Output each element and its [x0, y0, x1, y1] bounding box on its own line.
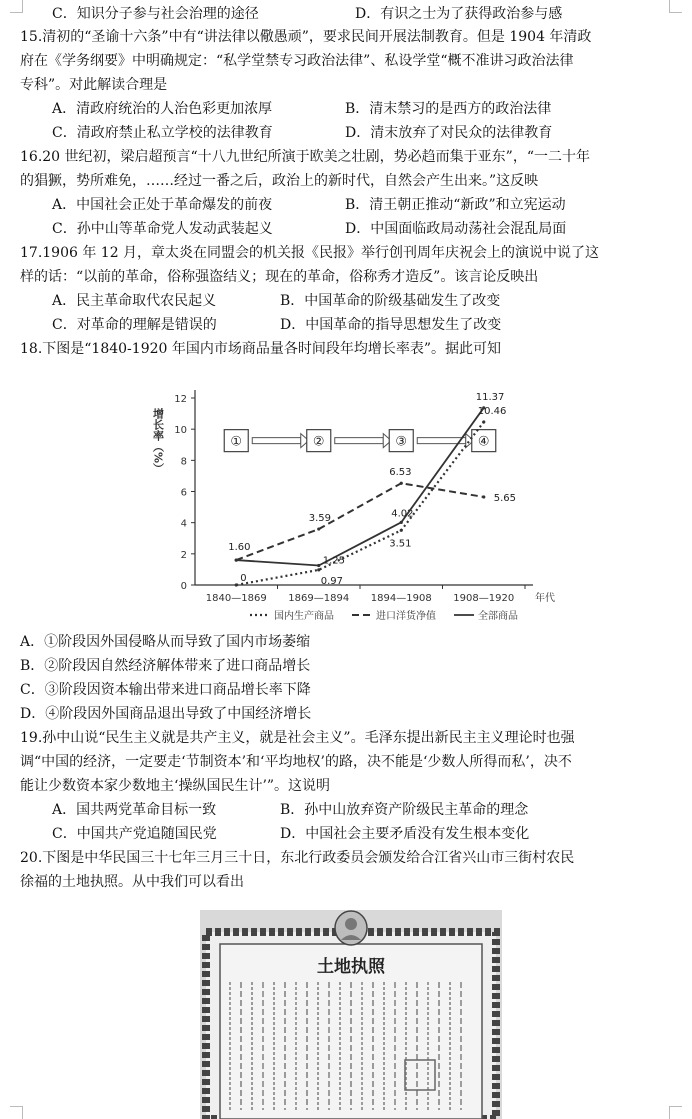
q16-option-a: A．中国社会正处于革命爆发的前夜 — [52, 197, 273, 213]
stage-label: ① — [230, 434, 243, 450]
y-tick-label: 6 — [180, 487, 187, 499]
q17-stem-line2: 样的话：“以前的革命，俗称强盗结义；现在的革命，俗称秀才造反”。该言论反映出 — [20, 269, 539, 285]
legend-label: 进口洋货净值 — [376, 611, 436, 622]
q15-option-c: C．清政府禁止私立学校的法律教育 — [52, 125, 273, 141]
data-point — [317, 568, 320, 571]
portrait-head — [345, 918, 357, 930]
data-label: 10.46 — [477, 405, 507, 417]
data-label: 5.65 — [493, 492, 517, 504]
q17-option-d: D．中国革命的指导思想发生了改变 — [280, 317, 502, 333]
data-label: 3.51 — [389, 538, 412, 550]
data-label: 6.53 — [389, 467, 412, 479]
q14-option-d: D．有识之士为了获得政治参与感 — [355, 6, 563, 22]
data-point — [400, 521, 403, 524]
data-point — [400, 482, 403, 485]
q18-option-b: B．②阶段因自然经济解体带来了进口商品增长 — [20, 658, 311, 674]
q15-stem-line1: 15.清初的“圣谕十六条”中有“讲法律以儆愚顽”，要求民间开展法制教育。但是 1904 年清政 — [20, 29, 592, 45]
y-axis-label: 增长率（%） — [151, 408, 165, 475]
page-corner-mark — [669, 0, 682, 13]
stage-arrow — [252, 438, 301, 444]
series-line — [236, 483, 484, 560]
q15-option-a: A．清政府统治的人治色彩更加浓厚 — [52, 101, 273, 117]
q15-option-d: D．清末放弃了对民众的法律教育 — [345, 125, 553, 141]
x-tick-label: 1869—1894 — [288, 593, 350, 604]
y-tick-label: 4 — [180, 518, 187, 530]
q18-option-a: A．①阶段因外国侵略从而导致了国内市场萎缩 — [20, 634, 311, 650]
x-tick-label: 1908—1920 — [453, 593, 515, 604]
page-corner-mark — [10, 0, 23, 13]
data-point — [235, 558, 238, 561]
y-tick-label: 0 — [180, 581, 187, 592]
data-label: 0 — [240, 573, 247, 584]
data-label: 3.59 — [308, 513, 332, 525]
series-line — [236, 422, 484, 585]
q14-option-c: C．知识分子参与社会治理的途径 — [52, 6, 259, 22]
page-corner-mark — [10, 1106, 23, 1119]
data-label: 4.02 — [391, 508, 414, 520]
q20-stem-line1: 20.下图是中华民国三十七年三月三十日，东北行政委员会颁发给合江省兴山市三街村农民 — [20, 850, 575, 866]
q15-stem-line3: 专科”。对此解读合理是 — [20, 77, 168, 93]
data-label: 11.37 — [475, 391, 505, 403]
growth-rate-chart — [140, 380, 555, 630]
data-point — [400, 529, 403, 532]
y-tick-label: 2 — [180, 549, 187, 561]
x-axis-label: 年代 — [535, 593, 555, 604]
legend-label: 国内生产商品 — [274, 611, 334, 622]
page-corner-mark — [669, 1106, 682, 1119]
land-certificate-image — [200, 910, 502, 1119]
stage-label: ③ — [395, 434, 408, 450]
y-tick-label: 8 — [180, 456, 187, 468]
data-point — [482, 420, 485, 423]
q19-option-b: B．孙中山放弃资产阶级民主革命的理念 — [280, 802, 529, 818]
stage-label: ② — [312, 434, 325, 450]
q16-stem-line2: 的猖獗，势所难免，……经过一番之后，政治上的新时代，自然会产生出来。”这反映 — [20, 173, 539, 189]
series-line — [236, 408, 484, 566]
q16-option-c: C．孙中山等革命党人发动武装起义 — [52, 221, 273, 237]
data-label: 1.60 — [228, 542, 251, 554]
q19-option-a: A．国共两党革命目标一致 — [52, 802, 217, 818]
q20-stem-line2: 徐福的土地执照。从中我们可以看出 — [20, 874, 244, 890]
x-tick-label: 1894—1908 — [370, 593, 432, 604]
y-tick-label: 10 — [174, 425, 187, 437]
q19-option-c: C．中国共产党追随国民党 — [52, 826, 217, 842]
q19-stem-line1: 19.孙中山说“民生主义就是共产主义，就是社会主义”。毛泽东提出新民主主义理论时也强 — [20, 730, 575, 746]
data-label: 0.97 — [320, 575, 344, 587]
q19-option-d: D．中国社会主要矛盾没有发生根本变化 — [280, 826, 530, 842]
q16-option-d: D．中国面临政局动荡社会混乱局面 — [345, 221, 567, 237]
data-point — [317, 564, 320, 567]
q17-stem-line1: 17.1906 年 12 月，章太炎在同盟会的机关报《民报》举行创刊周年庆祝会上的演说中说了这 — [20, 245, 600, 261]
q16-option-b: B．清王朝正推动“新政”和立宪运动 — [345, 197, 566, 213]
y-tick-label: 12 — [174, 394, 187, 405]
data-point — [482, 495, 485, 498]
q19-stem-line2: 调“中国的经济，一定要走‘节制资本’和‘平均地权’的路，决不能是‘少数人所得而私’，决不 — [20, 754, 572, 770]
q17-option-b: B．中国革命的阶级基础发生了改变 — [280, 293, 501, 309]
legend-label: 全部商品 — [478, 611, 518, 622]
x-tick-label: 1840—1869 — [205, 593, 267, 604]
q15-option-b: B．清末禁习的是西方的政治法律 — [345, 101, 552, 117]
q18-option-d: D．④阶段因外国商品退出导致了中国经济增长 — [20, 706, 312, 722]
q16-stem-line1: 16.20 世纪初，梁启超预言“十八九世纪所演于欧美之壮剧，势必趋而集于亚东”，“一二十年 — [20, 149, 590, 165]
q15-stem-line2: 府在《学务纲要》中明确规定：“私学堂禁专习政治法律”、私设学堂“概不准讲习政治法律 — [20, 53, 574, 69]
stage-label: ④ — [477, 434, 490, 450]
data-point — [235, 583, 238, 586]
data-point — [317, 527, 320, 530]
q18-stem: 18.下图是“1840-1920 年国内市场商品量各时间段年均增长率表”。据此可知 — [20, 341, 502, 357]
q17-option-c: C．对革命的理解是错误的 — [52, 317, 217, 333]
q17-option-a: A．民主革命取代农民起义 — [52, 293, 217, 309]
q19-stem-line3: 能让少数资本家少数地主‘操纵国民生计’”。这说明 — [20, 778, 331, 794]
q18-option-c: C．③阶段因资本输出带来进口商品增长率下降 — [20, 682, 311, 698]
certificate-title: 土地执照 — [317, 957, 385, 977]
stage-arrow — [335, 438, 384, 444]
data-label: 1.25 — [322, 555, 346, 567]
